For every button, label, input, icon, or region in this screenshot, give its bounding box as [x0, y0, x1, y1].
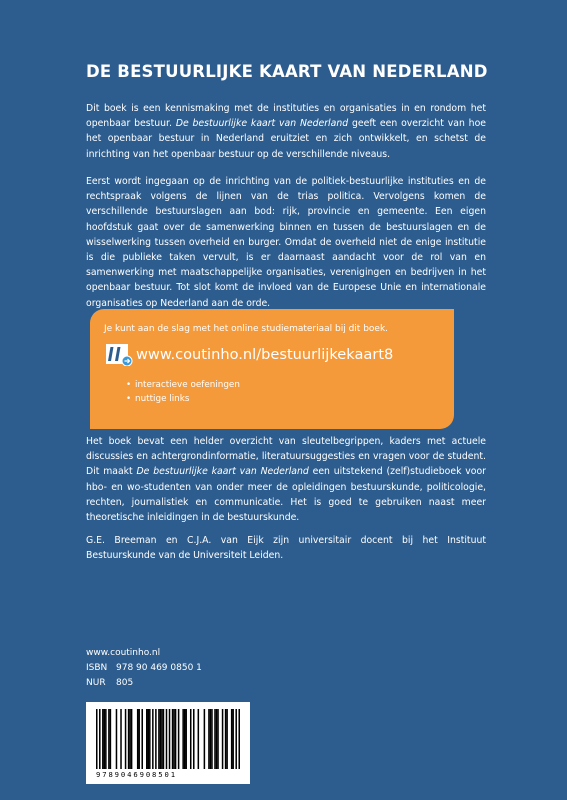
authors-paragraph: G.E. Breeman en C.J.A. van Eijk zijn universitair docent bij het Instituut Bestuurskunde van de Universiteit Leiden.	[86, 535, 486, 562]
nur-value: 805	[116, 678, 134, 688]
barcode-bar	[116, 709, 118, 769]
barcode-bars	[96, 709, 240, 769]
barcode-bar	[184, 709, 186, 769]
content-paragraph: Eerst wordt ingegaan op de inrichting van de politiek-bestuurlijke instituties en de rechtspraak volgens de lijnen van de trias politica. Vervolgens komen de verschillende bestuurslagen aan bod: rijk, provincie en gemeente. Een eigen hoofdstuk gaat over de samenwerking binnen en tussen de bestuurslagen en de wisselwerking tussen overheid en burger. Omdat de overheid niet de enige institutie is die publieke taken vervult, is er daarnaast aandacht voor de rol van en samenwerking met maatschappelijke organisaties, verenigingen en bedrijven in het openbaar bestuur. Tot slot komt de invloed van de Europese Unie en internationale organisaties op Nederland aan de orde.	[86, 176, 486, 309]
barcode-bar	[185, 709, 187, 769]
isbn-value: 978 90 469 0850 1	[116, 663, 202, 673]
barcode-bar	[222, 709, 224, 769]
isbn-label: ISBN	[86, 663, 108, 673]
barcode-bar	[190, 709, 192, 769]
barcode-bar	[238, 709, 240, 769]
barcode-bar	[178, 709, 180, 769]
barcode-bar	[173, 709, 175, 769]
barcode-bar	[172, 709, 174, 769]
barcode-bar	[120, 709, 122, 769]
barcode-bar	[217, 709, 219, 769]
isbn-row	[86, 661, 202, 676]
barcode-bar	[104, 709, 106, 769]
barcode-bar	[138, 709, 140, 769]
publisher-website[interactable]: www.coutinho.nl	[86, 648, 161, 658]
book-title: DE BESTUURLIJKE KAART VAN NEDERLAND	[86, 62, 488, 81]
barcode-bar	[214, 709, 216, 769]
barcode-bar	[193, 709, 195, 769]
features-text-start: Het boek bevat een helder overzicht van sleutelbegrippen, kaders met actuele discussies en achtergrondinformatie, literatuursuggesties en vragen voor de student. Dit maakt	[86, 436, 486, 478]
barcode-bar	[110, 709, 112, 769]
barcode-digits: 9789046908501	[96, 770, 177, 779]
barcode-bar	[210, 709, 212, 769]
intro-paragraph	[86, 101, 486, 162]
features-book-title: De bestuurlijke kaart van Nederland	[136, 466, 309, 478]
barcode-bar	[131, 709, 133, 769]
intro-book-title: De bestuurlijke kaart van Nederland	[175, 118, 349, 130]
barcode-bar	[198, 709, 200, 769]
barcode-bar	[148, 709, 150, 769]
online-material-list	[126, 379, 240, 406]
barcode-bar	[161, 709, 163, 769]
barcode-bar	[160, 709, 162, 769]
nur-row	[86, 676, 202, 691]
online-material-box	[90, 309, 454, 429]
barcode-bar	[152, 709, 154, 769]
barcode-bar	[182, 709, 184, 769]
barcode-bar	[141, 709, 143, 769]
barcode-bar	[208, 709, 210, 769]
barcode-bar	[146, 709, 148, 769]
intro-text-end: geeft een overzicht van hoe het openbaar bestuur in Nederland eruitziet en zich ontwikkelt, en schetst de inrichting van het openbaar bestuur op de verschillende niveaus.	[86, 118, 486, 160]
barcode-bar	[155, 709, 157, 769]
barcode-bar	[102, 709, 104, 769]
barcode-bar	[235, 709, 237, 769]
barcode-bar	[125, 709, 127, 769]
barcode-bar	[99, 709, 101, 769]
barcode-bar	[225, 709, 227, 769]
online-material-link[interactable]: www.coutinho.nl/bestuurlijkekaart8	[136, 346, 394, 363]
barcode-bar	[96, 709, 98, 769]
online-material-intro: Je kunt aan de slag met het online studiemateriaal bij dit boek.	[104, 324, 389, 334]
barcode-bar	[169, 709, 171, 769]
barcode-bar	[163, 709, 165, 769]
publication-info	[86, 646, 202, 691]
barcode-bar	[204, 709, 206, 769]
barcode-bar	[129, 709, 131, 769]
nur-label: NUR	[86, 678, 106, 688]
barcode-bar	[137, 709, 139, 769]
intro-text-start: Dit boek is een kennismaking met de instituties en organisaties in en rondom het openbaar bestuur.	[86, 103, 486, 130]
barcode-bar	[216, 709, 218, 769]
barcode-bar	[166, 709, 168, 769]
features-text-end: een uitstekend (zelf)studieboek voor hbo- en wo-studenten van onder meer de opleidingen bestuurskunde, politicologie, rechten, journalistiek en communicatie. Het is goed te gebruiken naast meer theoretische inleidingen in de bestuurskunde.	[86, 466, 486, 524]
barcode-bar	[108, 709, 110, 769]
barcode-bar	[158, 709, 160, 769]
barcode-bar	[149, 709, 151, 769]
barcode-bar	[211, 709, 213, 769]
barcode-bar	[128, 709, 130, 769]
features-paragraph	[86, 434, 486, 525]
barcode-bar	[226, 709, 228, 769]
barcode-bar	[231, 709, 233, 769]
barcode-bar	[105, 709, 107, 769]
barcode-bar	[175, 709, 177, 769]
list-item: • interactieve oefeningen	[126, 379, 240, 393]
list-item: • nuttige links	[126, 393, 240, 407]
coutinho-online-icon	[106, 344, 134, 366]
barcode-bar	[232, 709, 234, 769]
barcode	[86, 702, 250, 784]
